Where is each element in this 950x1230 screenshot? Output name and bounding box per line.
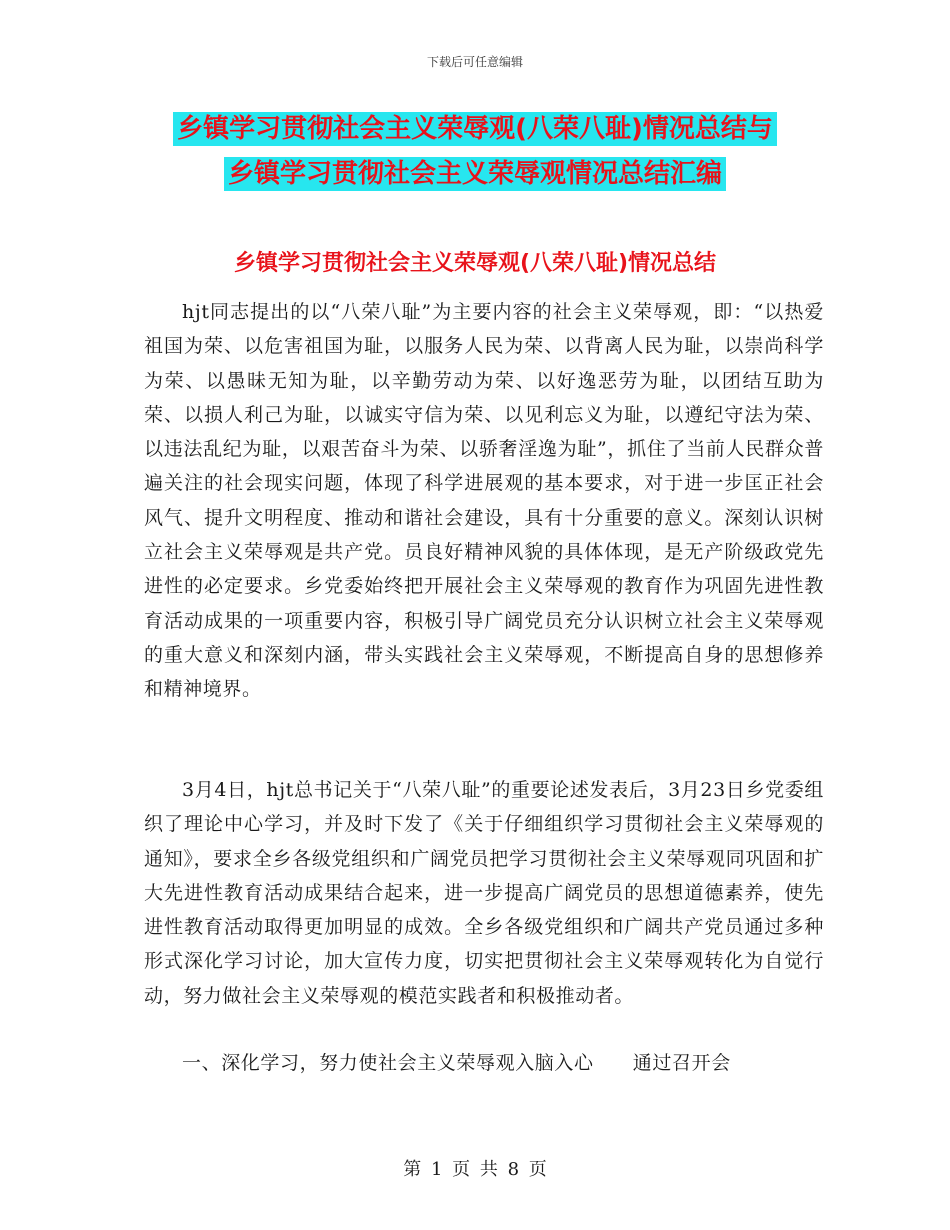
body-paragraph-1: hjt同志提出的以“八荣八耻”为主要内容的社会主义荣辱观，即：“以热爱祖国为荣、以危害祖国为耻，以服务人民为荣、以背离人民为耻，以崇尚科学为荣、以愚昧无知为耻，以辛勤劳动为荣、以好逸恶劳为耻，以团结互助为荣、以损人利己为耻，以诚实守信为荣、以见利忘义为耻，以遵纪守法为荣、以违法乱纪为耻，以艰苦奋斗为荣、以骄奢淫逸为耻”，抓住了当前人民群众普遍关注的社会现实问题，体现了科学进展观的基本要求，对于进一步匡正社会风气、提升文明程度、推动和谐社会建设，具有十分重要的意义。深刻认识树立社会主义荣辱观是共产党。员良好精神风貌的具体体现，是无产阶级政党先进性的必定要求。乡党委始终把开展社会主义荣辱观的教育作为巩固先进性教育活动成果的一项重要内容，积极引导广阔党员充分认识树立社会主义荣辱观的重大意义和深刻内涵，带头实践社会主义荣辱观，不断提高自身的思想修养和精神境界。 <box>144 301 824 701</box>
header-note: 下载后可任意编辑 <box>426 55 523 69</box>
document-title-line-2 <box>0 157 950 191</box>
document-title-line-1 <box>0 112 950 146</box>
body-paragraph-2: 3月4日，hjt总书记关于“八荣八耻”的重要论述发表后，3月23日乡党委组织了理论中心学习，并及时下发了《关于仔细组织学习贯彻社会主义荣辱观的通知》，要求全乡各级党组织和广阔党员把学习贯彻社会主义荣辱观同巩固和扩大先进性教育活动成果结合起来，进一步提高广阔党员的思想道德素养，使先进性教育活动取得更加明显的成效。全乡各级党组织和广阔共产党员通过多种形式深化学习讨论，加大宣传力度，切实把贯彻社会主义荣辱观转化为自觉行动，努力做社会主义荣辱观的模范实践者和积极推动者。 <box>144 779 824 1007</box>
body-paragraph-3: 一、深化学习，努力使社会主义荣辱观入脑入心 通过召开会 <box>182 1052 731 1074</box>
page-number-footer: 第 1 页 共 8 页 <box>403 1159 547 1180</box>
document-title-text-2: 乡镇学习贯彻社会主义荣辱观情况总结汇编 <box>224 157 726 191</box>
document-title-text-1: 乡镇学习贯彻社会主义荣辱观(八荣八耻)情况总结与 <box>173 112 777 146</box>
section-title: 乡镇学习贯彻社会主义荣辱观(八荣八耻)情况总结 <box>233 251 717 276</box>
